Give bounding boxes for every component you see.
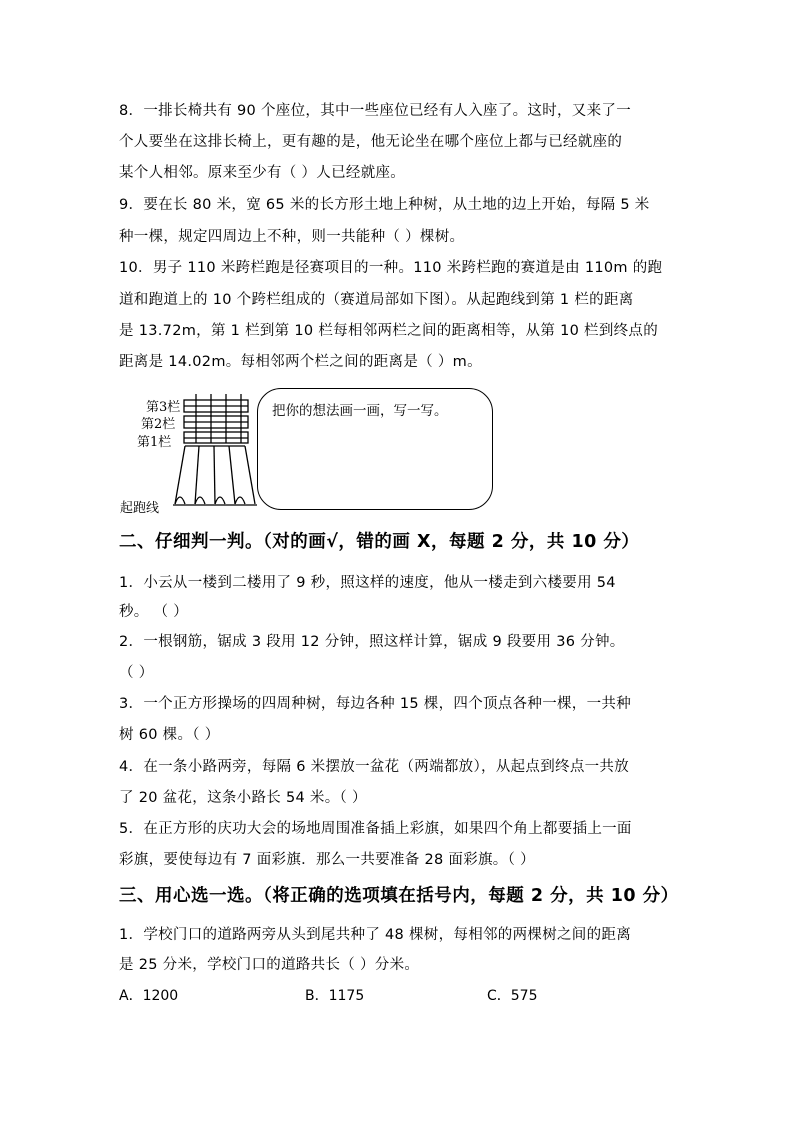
hurdle-1-label: 第1栏 (137, 435, 172, 450)
s2-q2-line-2: （ ） (119, 665, 154, 681)
q8-line-3: 某个人相邻。原来至少有（ ）人已经就座。 (119, 165, 406, 181)
start-line-label: 起跑线 (120, 501, 160, 516)
q9-line-1: 9．要在长 80 米，宽 65 米的长方形土地上种树，从土地的边上开始，每隔 5 米 (119, 197, 650, 213)
q8-line-1: 8．一排长椅共有 90 个座位，其中一些座位已经有人入座了。这时，又来了一 (119, 103, 631, 119)
hurdle-figure (117, 386, 497, 518)
q10-line-4: 距离是 14.02m。每相邻两个栏之间的距离是（ ）m。 (119, 354, 482, 370)
s2-q4-line-1: 4．在一条小路两旁，每隔 6 米摆放一盆花（两端都放），从起点到终点一共放 (119, 759, 630, 775)
q10-line-2: 道和跑道上的 10 个跨栏组成的（赛道局部如下图）。从起跑线到第 1 栏的距离 (119, 292, 634, 308)
section-3-title: 三、用心选一选。（将正确的选项填在括号内，每题 2 分，共 10 分） (119, 886, 679, 906)
answer-bubble[interactable] (257, 388, 493, 510)
s2-q1-line-2: 秒。 （ ） (119, 604, 189, 620)
s2-q2-line-1: 2．一根钢筋，锯成 3 段用 12 分钟，照这样计算，锯成 9 段要用 36 分钟。 (119, 634, 625, 650)
q10-line-1: 10．男子 110 米跨栏跑是径赛项目的一种。110 米跨栏跑的赛道是由 110m 的跑 (119, 260, 663, 276)
q10-line-3: 是 13.72m，第 1 栏到第 10 栏每相邻两栏之间的距离相等，从第 10 栏到终点的 (119, 323, 659, 339)
s3-q1-line-2: 是 25 分米，学校门口的道路共长（ ）分米。 (119, 957, 420, 973)
s3-q1-line-1: 1．学校门口的道路两旁从头到尾共种了 48 棵树，每相邻的两棵树之间的距离 (119, 927, 631, 943)
section-2-title: 二、仔细判一判。（对的画√，错的画 X，每题 2 分，共 10 分） (119, 532, 640, 552)
option-c[interactable]: C．575 (487, 988, 538, 1004)
option-b[interactable]: B．1175 (305, 988, 365, 1004)
hurdle-2-label: 第2栏 (141, 417, 176, 432)
q9-line-2: 种一棵，规定四周边上不种，则一共能种（ ）棵树。 (119, 229, 465, 245)
bubble-prompt: 把你的想法画一画，写一写。 (272, 403, 448, 419)
s2-q1-line-1: 1．小云从一楼到二楼用了 9 秒，照这样的速度，他从一楼走到六楼要用 54 (119, 575, 616, 591)
option-a[interactable]: A．1200 (119, 988, 179, 1004)
s2-q3-line-2: 树 60 棵。（ ） (119, 727, 220, 743)
hurdle-3-label: 第3栏 (146, 400, 181, 415)
s2-q5-line-1: 5．在正方形的庆功大会的场地周围准备插上彩旗，如果四个角上都要插上一面 (119, 821, 632, 837)
track-diagram (117, 386, 257, 518)
s2-q3-line-1: 3．一个正方形操场的四周种树，每边各种 15 棵，四个顶点各种一棵，一共种 (119, 696, 631, 712)
q8-line-2: 个人要坐在这排长椅上，更有趣的是，他无论坐在哪个座位上都与已经就座的 (119, 134, 623, 150)
s2-q5-line-2: 彩旗，要使每边有 7 面彩旗．那么一共要准备 28 面彩旗。（ ） (119, 852, 535, 868)
s2-q4-line-2: 了 20 盆花，这条小路长 54 米。（ ） (119, 790, 367, 806)
